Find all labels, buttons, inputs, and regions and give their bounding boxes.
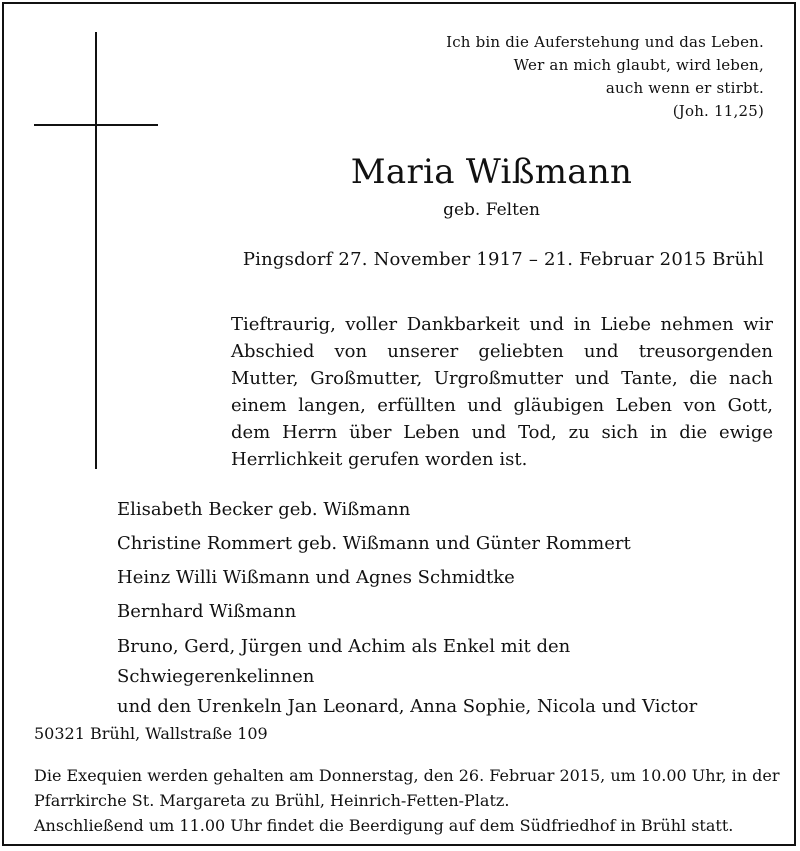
message-line: dem Herrn über Leben und Tod, zu sich in die ewige [231,422,773,443]
service-line: Pfarrkirche St. Margareta zu Brühl, Heinrich-Fetten-Platz. [34,791,510,810]
message-line: Mutter, Großmutter, Urgroßmutter und Tante, die nach [231,368,773,389]
service-line: Die Exequien werden gehalten am Donnerstag, den 26. Februar 2015, um 10.00 Uhr, in der [34,766,780,785]
mourners-list [117,496,773,729]
message-line: Herrlichkeit gerufen worden ist. [231,449,528,470]
maiden-name: geb. Felten [443,200,540,220]
obituary-notice [2,2,796,846]
message-line: Abschied von unserer geliebten und treusorgenden [231,341,773,362]
mourner-entry: Christine Rommert geb. Wißmann und Günter Rommert [117,533,631,554]
mourner-line: Bruno, Gerd, Jürgen und Achim als Enkel mit den Schwiegerenkelinnen [117,636,571,687]
message-line: Tieftraurig, voller Dankbarkeit und in Liebe nehmen wir [231,314,773,335]
verse-line: Wer an mich glaubt, wird leben, [513,56,764,74]
family-address: 50321 Brühl, Wallstraße 109 [34,724,268,743]
mourner-line: und den Urenkeln Jan Leonard, Anna Sophie, Nicola und Victor [117,696,698,717]
mourner-entry [117,632,773,722]
verse-line: auch wenn er stirbt. [605,79,764,97]
message-line: einem langen, erfüllten und gläubigen Leben von Gott, [231,395,773,416]
cross-horizontal-bar [34,124,158,126]
mourner-entry: Bernhard Wißmann [117,601,297,622]
verse-line: Ich bin die Auferstehung und das Leben. [446,33,764,51]
deceased-name: Maria Wißmann [350,152,633,192]
cross-vertical-bar [95,32,97,469]
life-dates: Pingsdorf 27. November 1917 – 21. Februar 2015 Brühl [242,249,764,270]
mourner-entry: Heinz Willi Wißmann und Agnes Schmidtke [117,567,515,588]
service-line: Anschließend um 11.00 Uhr findet die Beerdigung auf dem Südfriedhof in Brühl statt. [34,816,734,835]
funeral-service-info [34,763,780,838]
bible-verse [446,31,764,123]
mourner-entry: Elisabeth Becker geb. Wißmann [117,499,411,520]
farewell-message [231,311,773,473]
verse-reference: (Joh. 11,25) [672,102,764,120]
